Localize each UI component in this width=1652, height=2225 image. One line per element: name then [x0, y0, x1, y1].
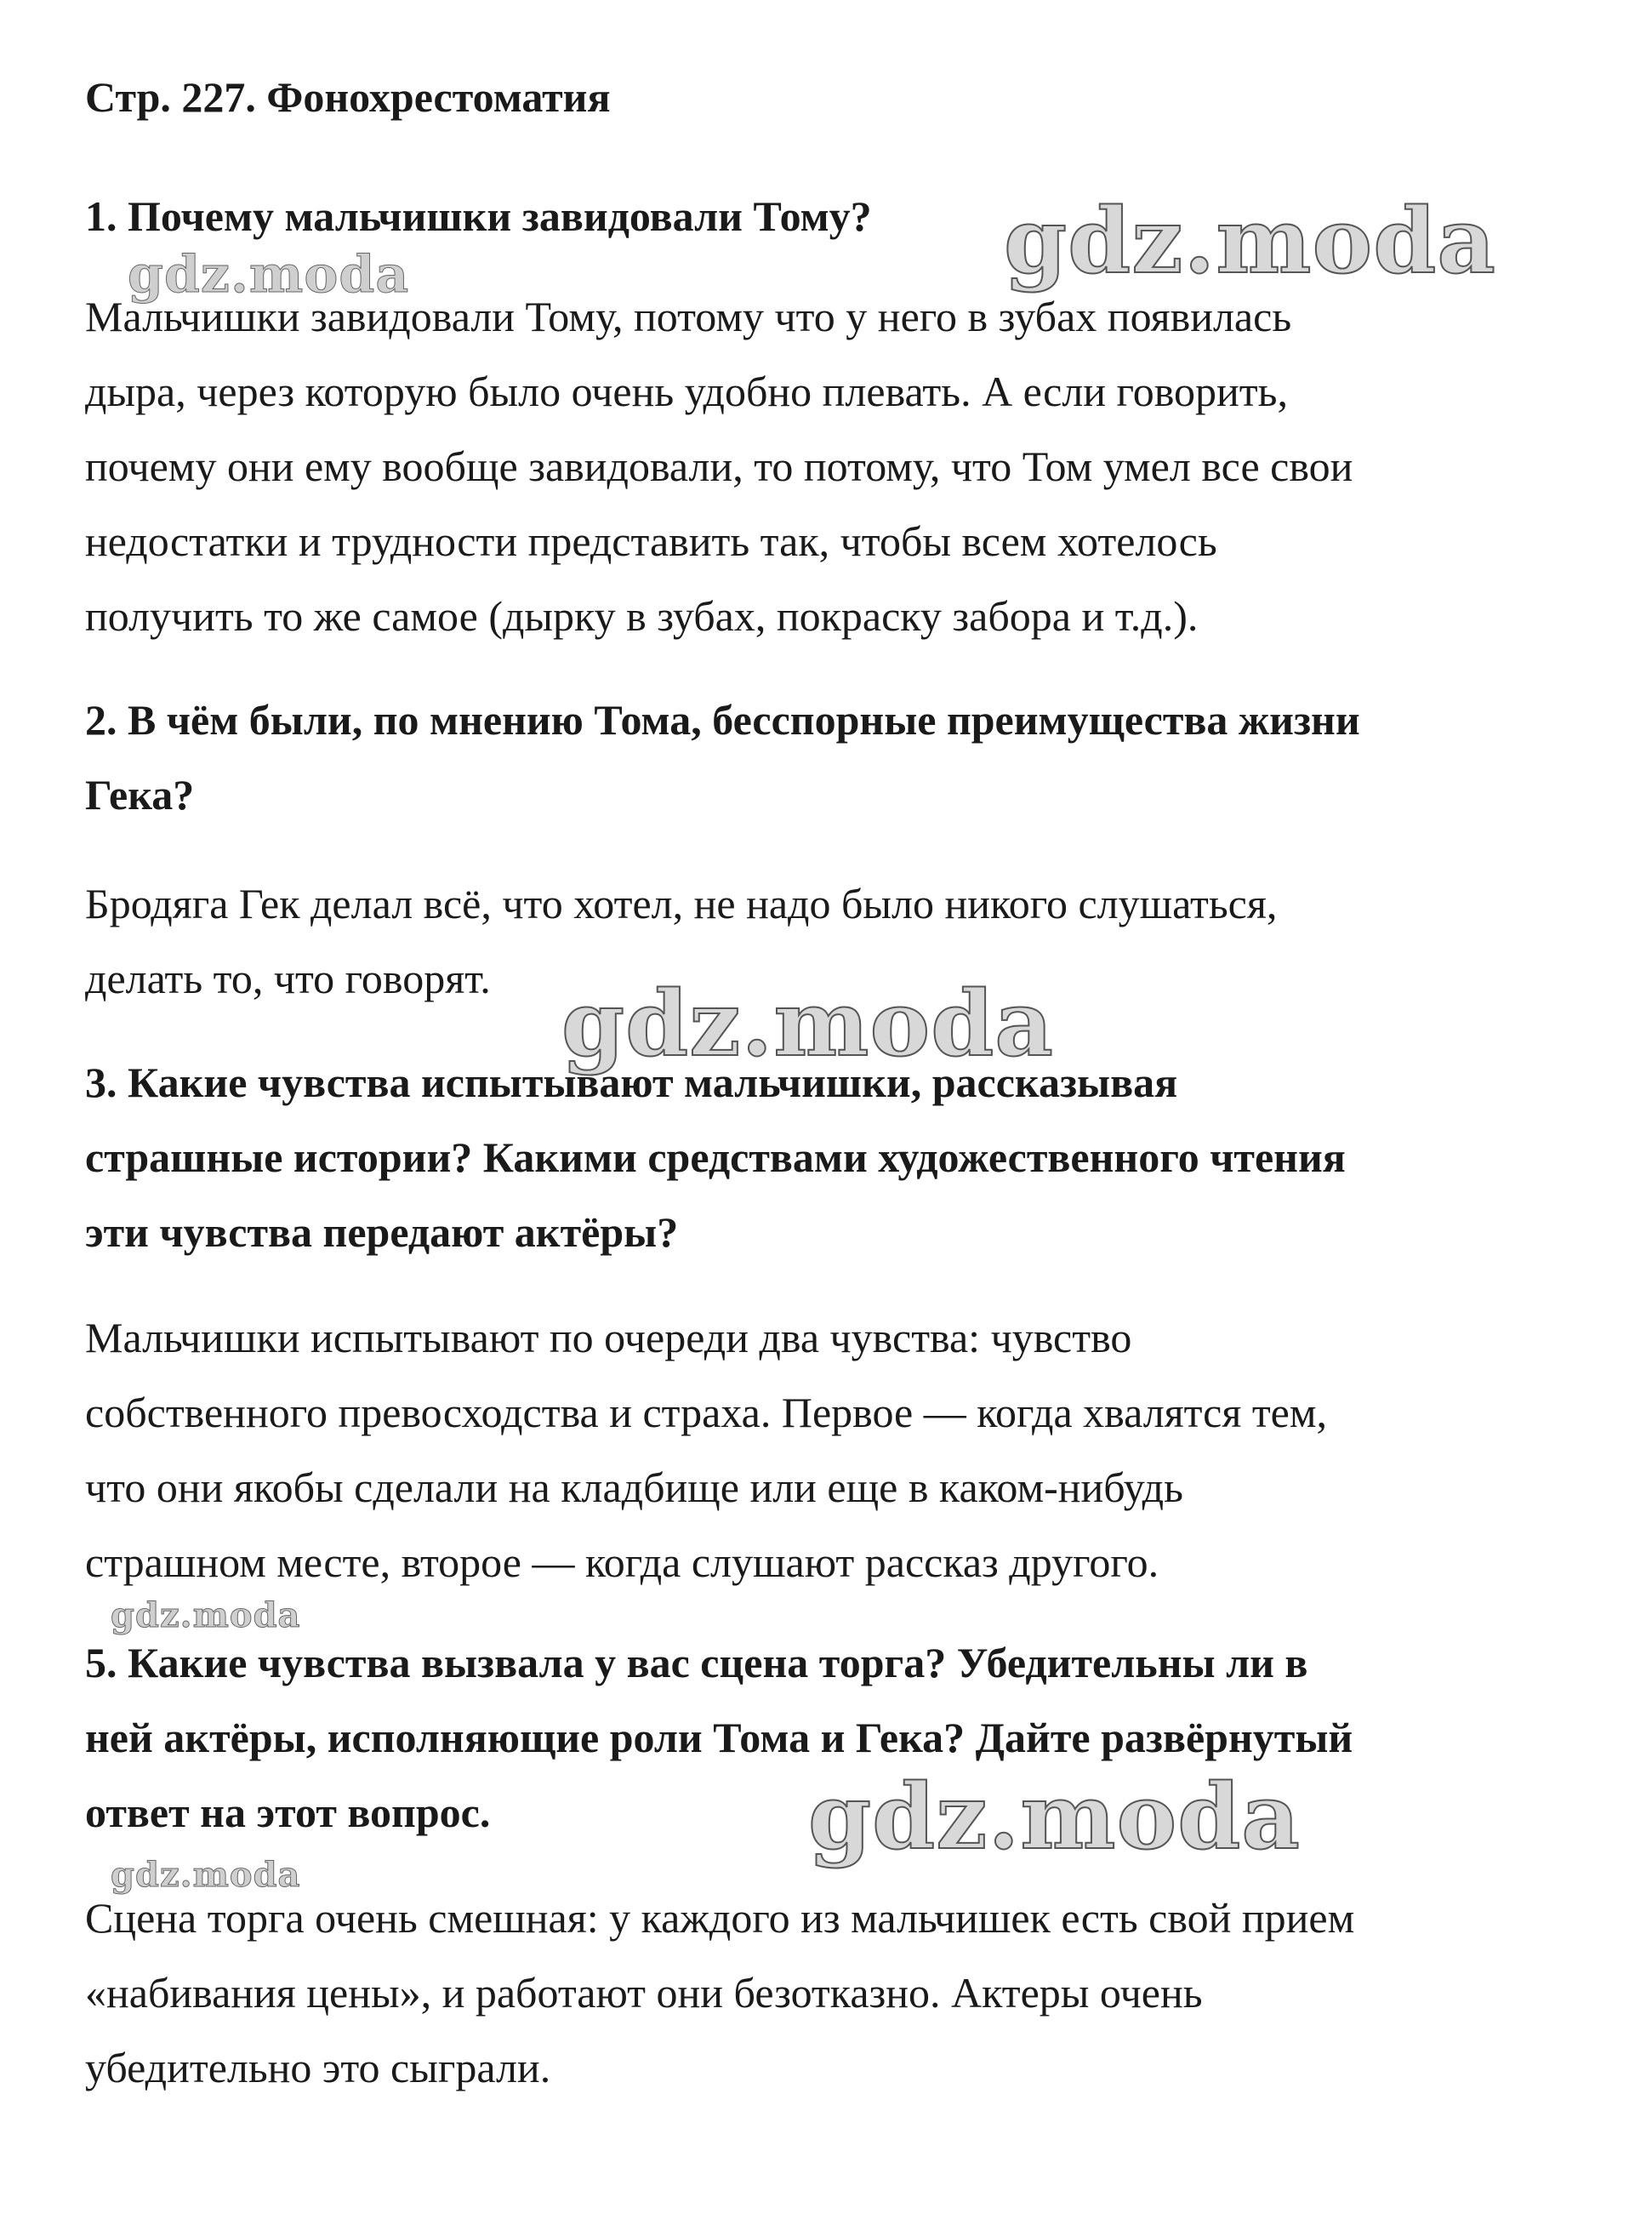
answer-2-line-2: делать то, что говорят.: [85, 955, 491, 1002]
question-2-line-1: 2. В чём были, по мнению Тома, бесспорные преимущества жизни: [85, 696, 1360, 744]
watermark: gdz.moda: [111, 1855, 301, 1895]
watermark: gdz.moda: [561, 970, 1054, 1076]
answer-3-line-4: страшном месте, второе — когда слушают рассказ другого.: [85, 1538, 1159, 1586]
answer-1-line-1: Мальчишки завидовали Тому, потому что у него в зубах появилась: [85, 293, 1292, 340]
answer-1-line-4: недостатки и трудности представить так, чтобы всем хотелось: [85, 517, 1217, 565]
page-title: Стр. 227. Фонохрестоматия: [85, 73, 611, 121]
answer-3-line-1: Мальчишки испытывают по очереди два чувства: чувство: [85, 1314, 1132, 1361]
question-1-line-1: 1. Почему мальчишки завидовали Тому?: [85, 192, 872, 240]
watermark: gdz.moda: [808, 1763, 1301, 1869]
answer-5-line-3: убедительно это сыграли.: [85, 2044, 551, 2091]
watermark: gdz.moda: [128, 245, 410, 305]
question-5-line-2: ней актёры, исполняющие роли Тома и Гека? Дайте развёрнутый: [85, 1714, 1353, 1761]
question-3-line-2: страшные истории? Какими средствами художественного чтения: [85, 1133, 1346, 1181]
question-3-line-3: эти чувства передают актёры?: [85, 1208, 679, 1256]
answer-1-line-5: получить то же самое (дырку в зубах, покраску забора и т.д.).: [85, 592, 1199, 640]
answer-3-line-2: собственного превосходства и страха. Первое — когда хвалятся тем,: [85, 1389, 1328, 1436]
answer-5-line-2: «набивания цены», и работают они безотказно. Актеры очень: [85, 1969, 1203, 2017]
question-5-line-3: ответ на этот вопрос.: [85, 1789, 491, 1836]
answer-1-line-2: дыра, через которую было очень удобно плевать. А если говорить,: [85, 368, 1288, 415]
answer-3-line-3: что они якобы сделали на кладбище или еще в каком-нибудь: [85, 1463, 1183, 1511]
answer-5-line-1: Сцена торга очень смешная: у каждого из мальчишек есть свой прием: [85, 1894, 1355, 1942]
watermark: gdz.moda: [111, 1595, 301, 1635]
question-2-line-2: Гека?: [85, 771, 195, 819]
answer-2-line-1: Бродяга Гек делал всё, что хотел, не надо было никого слушаться,: [85, 880, 1278, 927]
answer-1-line-3: почему они ему вообще завидовали, то потому, что Том умел все свои: [85, 442, 1353, 490]
question-3-line-1: 3. Какие чувства испытывают мальчишки, рассказывая: [85, 1058, 1178, 1106]
watermark: gdz.moda: [1004, 187, 1496, 294]
question-5-line-1: 5. Какие чувства вызвала у вас сцена торга? Убедительны ли в: [85, 1639, 1308, 1686]
